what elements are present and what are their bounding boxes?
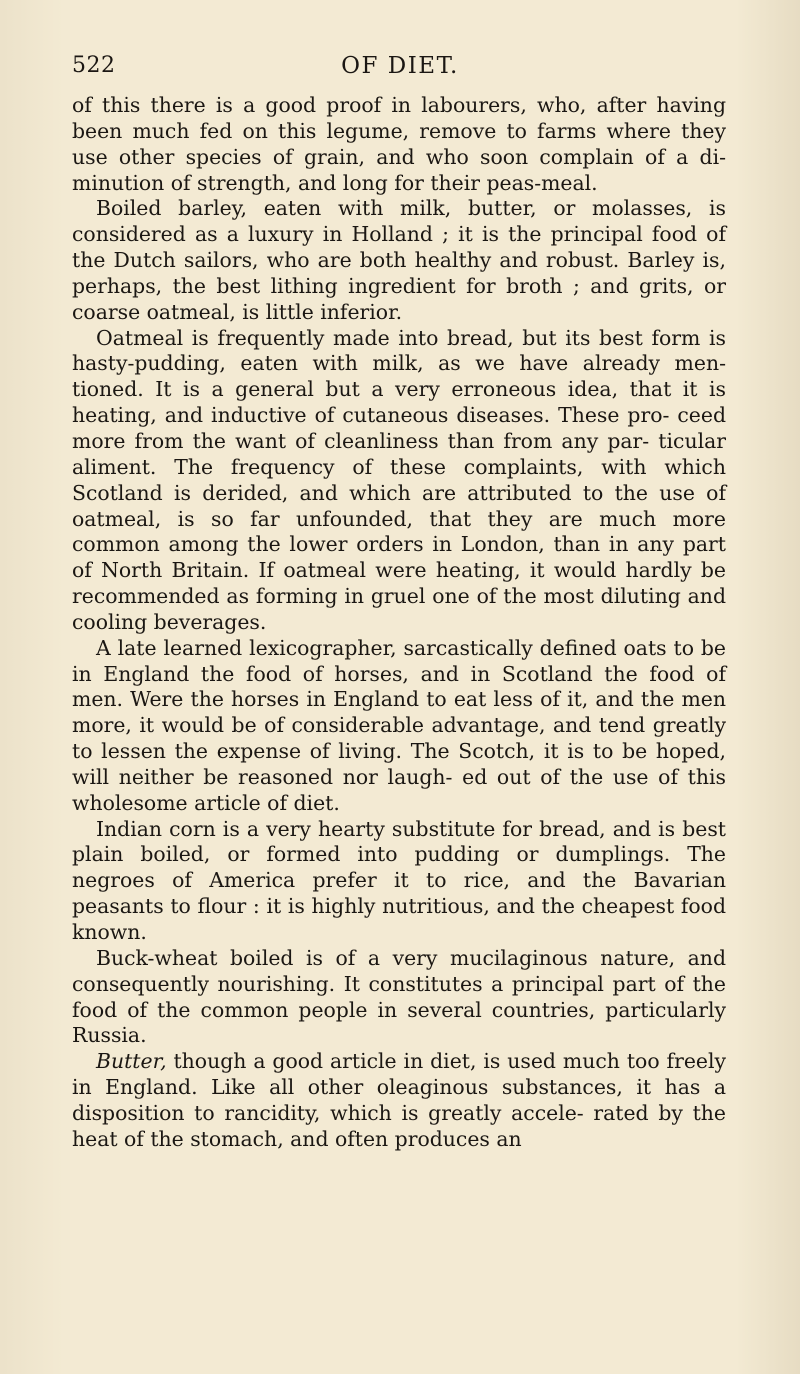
paragraph-butter (72, 1049, 726, 1152)
page-header (72, 53, 728, 85)
butter-lead-word: Butter, (96, 1049, 167, 1074)
paragraph-continuation: of this there is a good proof in labourers, who, after having been much fed on this legume, remove to farms where they use other species of grain, and who soon complain of a di- minution of strength, and long for their peas-meal. (72, 93, 726, 195)
paragraph-indian-corn: Indian corn is a very hearty substitute for bread, and is best plain boiled, or formed into pudding or dumplings. The negroes of America prefer it to rice, and the Bavarian peasants to flour : it is highly nutritious, and the cheapest food known. (72, 816, 726, 944)
butter-text: though a good article in diet, is used much too freely in England. Like all other oleaginous substances, it has a disposition to rancidity, which is greatly accele- rated by the heat of the stomach, and often produces an (72, 1049, 726, 1151)
body-text (72, 93, 726, 1153)
running-title: OF DIET. (341, 53, 459, 79)
paragraph-barley: Boiled barley, eaten with milk, butter, or molasses, is considered as a luxury in Holland ; it is the principal food of the Dutch sailors, who are both healthy and robust. Barley is, perhaps, the best lithing ingredient for broth ; and grits, or coarse oatmeal, is little inferior. (72, 196, 726, 324)
page-number: 522 (72, 53, 116, 78)
paragraph-buck-wheat: Buck-wheat boiled is of a very mucilaginous nature, and consequently nourishing. It constitutes a principal part of the food of the common people in several countries, particularly Russia. (72, 945, 726, 1048)
paragraph-oats-definition: A late learned lexicographer, sarcastically defined oats to be in England the food of horses, and in Scotland the food of men. Were the horses in England to eat less of it, and the men more, it would be of considerable advantage, and tend greatly to lessen the expense of living. The Scotch, it is to be hoped, will neither be reasoned nor laugh- ed out of the use of this wholesome article of diet. (72, 635, 726, 815)
paragraph-oatmeal: Oatmeal is frequently made into bread, but its best form is hasty-pudding, eaten with milk, as we have already men- tioned. It is a general but a very erroneous idea, that it is heating, and inductive of cutaneous diseases. These pro- ceed more from the want of cleanliness than from any par- ticular aliment. The frequency of these complaints, with which Scotland is derided, and which are attributed to the use of oatmeal, is so far unfounded, that they are much more common among the lower orders in London, than in any part of North Britain. If oatmeal were heating, it would hardly be recommended as forming in gruel one of the most diluting and cooling beverages. (72, 325, 726, 634)
